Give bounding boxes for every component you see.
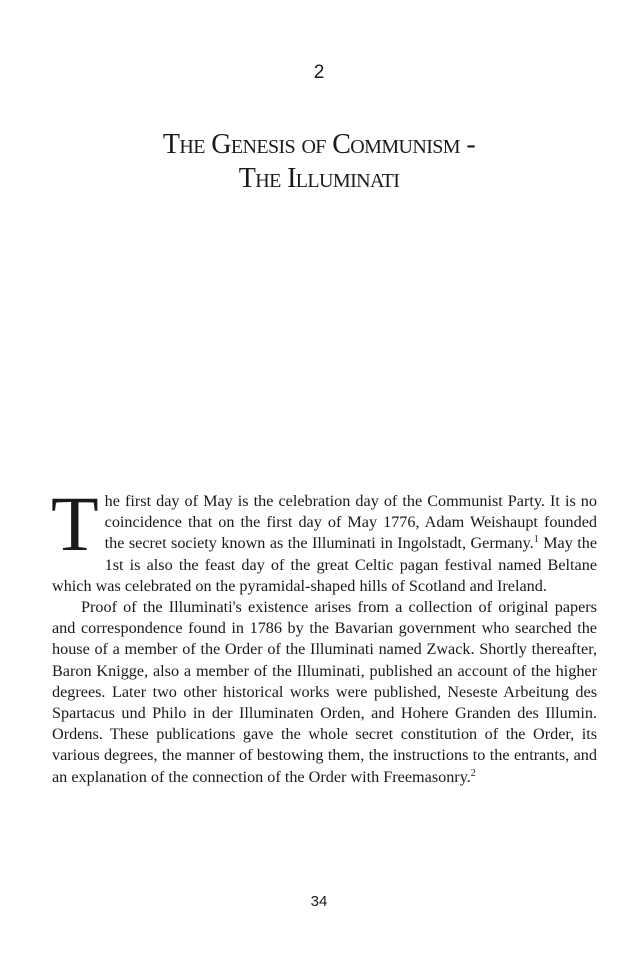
paragraph-1-text-b: May the 1st is also the feast day of the great Celtic pagan festival named Beltane which was celebrated on the pyramidal-shaped hills of Scotland and Ireland. xyxy=(52,534,597,595)
page-number: 34 xyxy=(310,893,328,910)
paragraph-2 xyxy=(52,597,597,788)
chapter-title-line-1: The Genesis of Communism - xyxy=(162,129,476,160)
paragraph-1 xyxy=(51,480,597,597)
chapter-title-line-2: The Illuminati xyxy=(238,163,400,194)
chapter-title xyxy=(0,128,638,196)
paragraph-2-text: Proof of the Illuminati's existence arises from a collection of original papers and correspondence found in 1786 by the Bavarian government who searched the house of a member of the Order of the Illuminati named Zwack. Shortly thereafter, Baron Knigge, also a member of the Illuminati, published an account of the higher degrees. Later two other historical works were published, Neseste Arbeitung des Spartacus und Philo in der Illuminaten Orden, and Hohere Granden des Illumin. Ordens. These publications gave the whole secret constitution of the Order, its various degrees, the manner of bestowing them, the instructions to the entrants, and an explanation of the connection of the Order with Freemasonry. xyxy=(52,598,597,786)
chapter-number: 2 xyxy=(313,62,325,83)
paragraph-1-text-a: he first day of May is the celebration day of the Communist Party. It is no coincidence that on the first day of May 1776, Adam Weishaupt founded the secret society known as the Illuminati in Ingolstadt, Germany. xyxy=(104,492,597,553)
body-text xyxy=(51,480,597,788)
footnote-marker-2: 2 xyxy=(470,767,476,779)
drop-cap: T xyxy=(51,480,99,567)
footnote-marker-1: 1 xyxy=(533,534,539,546)
